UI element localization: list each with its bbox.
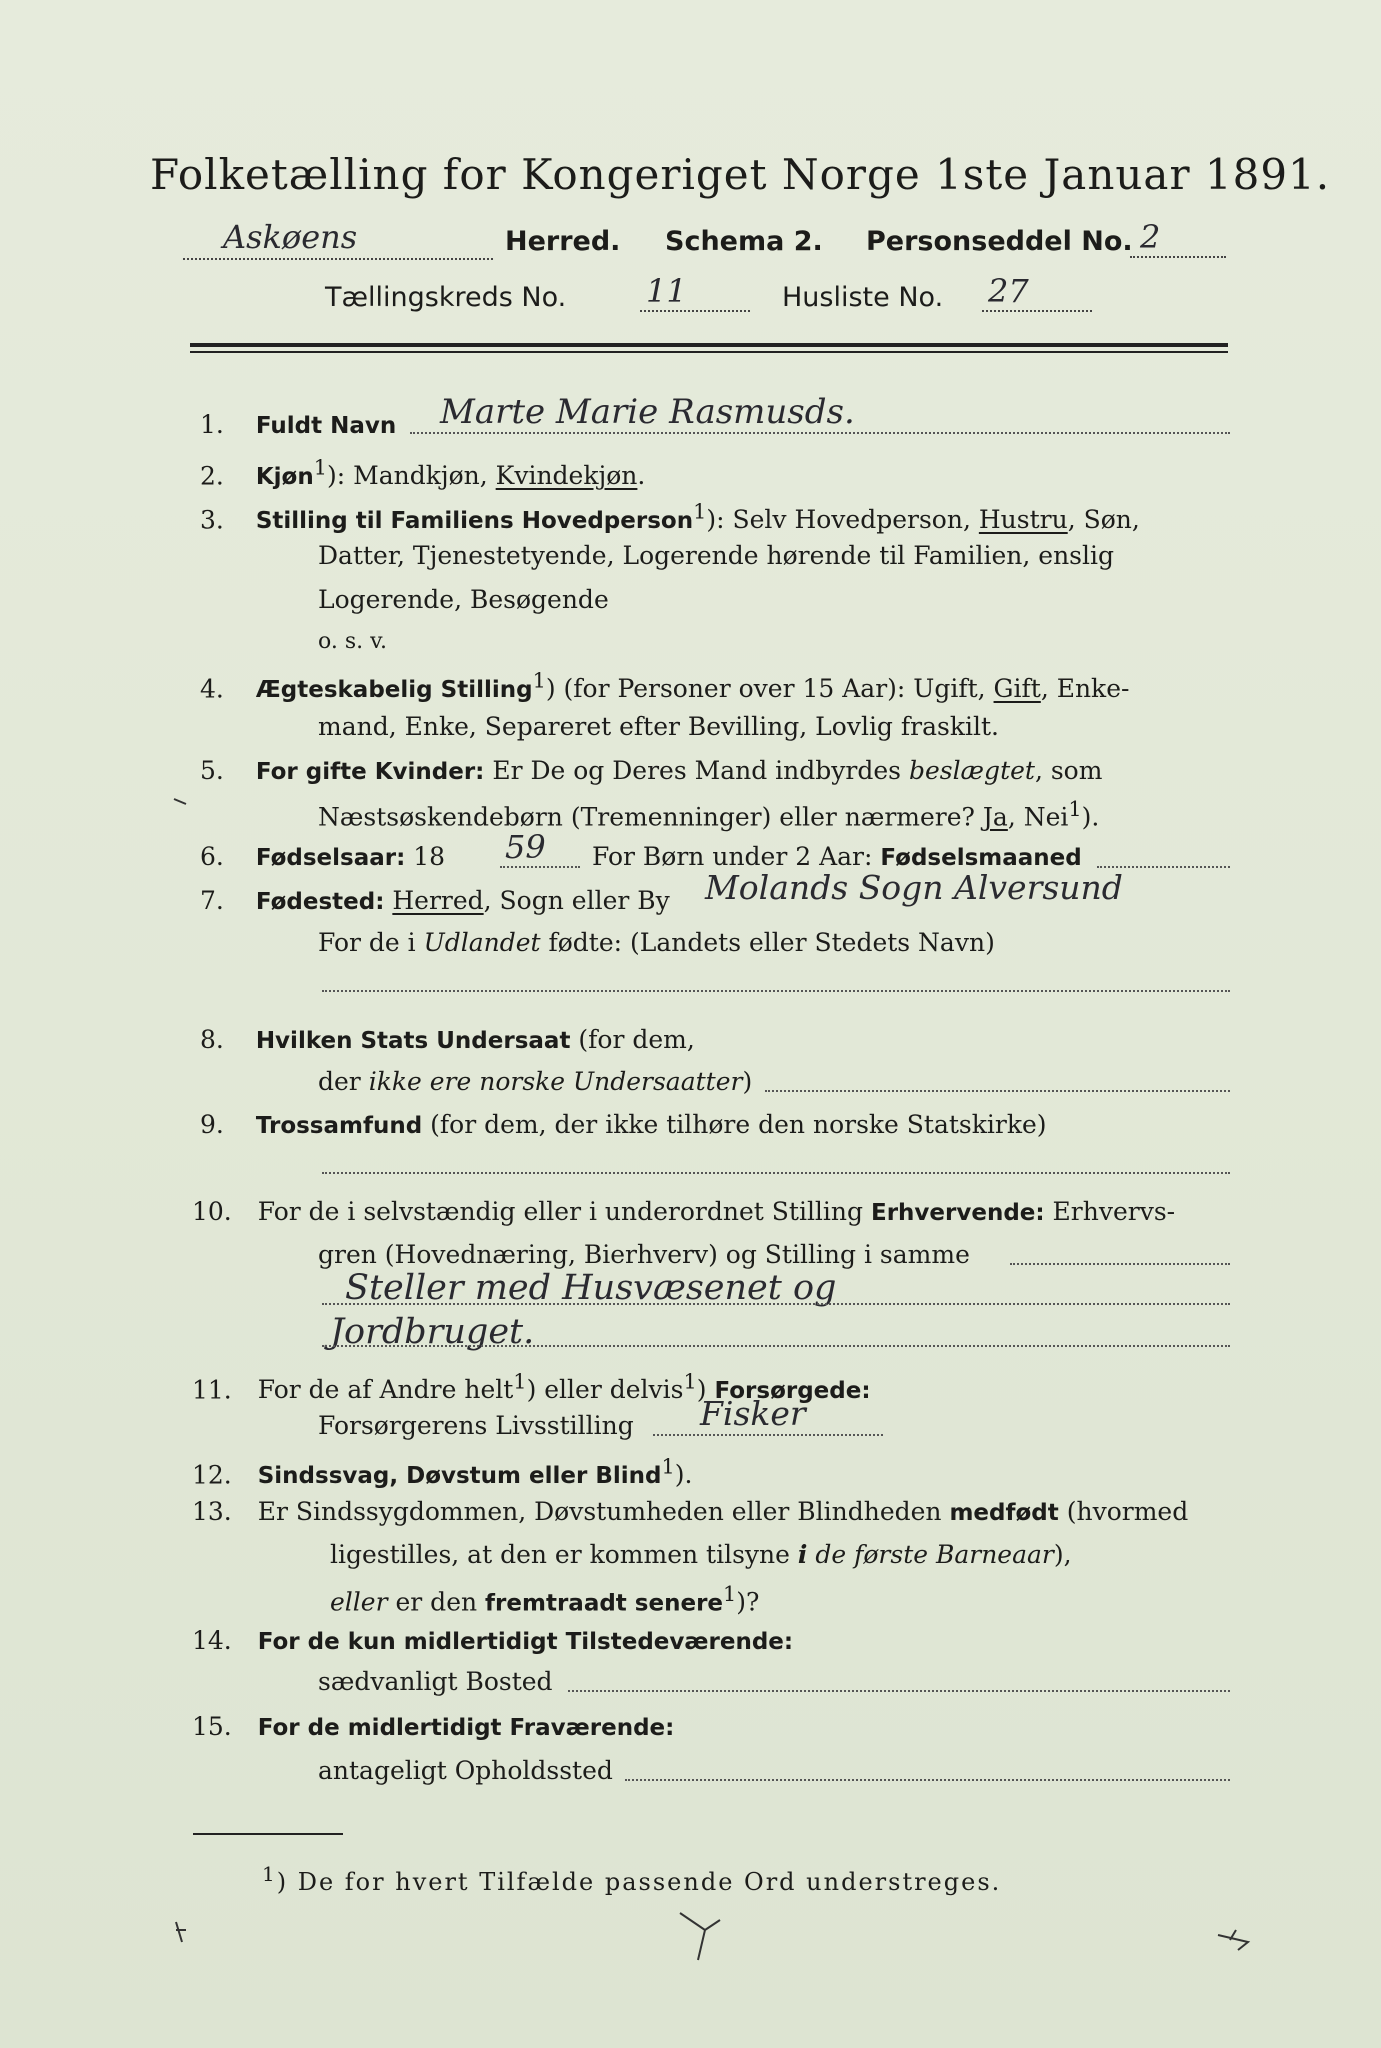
field-5-line-2: Næstsøskendebørn (Tremenninger) eller nærmere? Ja, Nei$^1$). xyxy=(318,797,1100,832)
field-7-selected: Herred xyxy=(392,886,484,915)
personseddel-label: Personseddel No. xyxy=(866,226,1133,257)
field-14: 14. For de kun midlertidigt Tilstedeværende: xyxy=(192,1626,794,1655)
field-8: 8. Hvilken Stats Undersaat (for dem, xyxy=(200,1025,695,1054)
schema-label: Schema 2. xyxy=(665,226,823,257)
field-1-value: Marte Marie Rasmusds. xyxy=(440,392,855,432)
field-11-line-2: Forsørgerens Livsstilling xyxy=(318,1411,634,1440)
field-7-line-2: For de i Udlandet fødte: (Landets eller Stedets Navn) xyxy=(318,928,995,957)
kreds-label: Tællingskreds No. xyxy=(325,282,567,313)
field-7: 7. Fødested: Herred, Sogn eller By xyxy=(200,886,670,915)
field-3: 3. Stilling til Familiens Hovedperson$^1$): Selv Hovedperson, Hustru, Søn, xyxy=(200,500,1140,535)
husliste-value: 27 xyxy=(988,272,1029,310)
field-10-line-2: gren (Hovednæring, Bierhverv) og Stilling i samme xyxy=(318,1240,970,1269)
field-12: 12. Sindssvag, Døvstum eller Blind$^1$). xyxy=(192,1455,693,1490)
kreds-value: 11 xyxy=(646,272,687,310)
field-11-value: Fisker xyxy=(700,1394,806,1433)
field-3-line-2: Datter, Tjenestetyende, Logerende hørende til Familien, enslig xyxy=(318,541,1115,570)
field-8-line-2: der ikke ere norske Undersaatter) xyxy=(318,1067,753,1096)
field-15: 15. For de midlertidigt Fraværende: xyxy=(192,1712,675,1741)
field-13: 13. Er Sindssygdommen, Døvstumheden eller Blindheden medfødt (hvormed xyxy=(192,1497,1189,1526)
field-6-value: 59 xyxy=(505,828,546,866)
field-10-value-2: Jordbruget. xyxy=(330,1312,535,1352)
field-11: 11. For de af Andre helt$^1$) eller delvis$^1$) Forsørgede: xyxy=(192,1370,871,1405)
herred-label: Herred. xyxy=(505,226,621,257)
field-3-line-4: o. s. v. xyxy=(318,629,387,654)
field-14-line-2: sædvanligt Bosted xyxy=(318,1667,553,1696)
field-10: 10. For de i selvstændig eller i underordnet Stilling Erhvervende: Erhvervs- xyxy=(192,1197,1176,1226)
field-13-line-3: eller er den fremtraadt senere$^1$)? xyxy=(330,1582,760,1617)
personseddel-value: 2 xyxy=(1140,218,1161,256)
field-2: 2. Kjøn$^1$): Mandkjøn, Kvindekjøn. xyxy=(200,456,646,491)
field-3-selected: Hustru xyxy=(978,505,1068,535)
field-10-value-1: Steller med Husvæsenet og xyxy=(345,1268,837,1308)
field-4-line-2: mand, Enke, Separeret efter Bevilling, Lovlig fraskilt. xyxy=(318,712,999,741)
field-7-value: Molands Sogn Alversund xyxy=(705,868,1123,907)
field-4-selected: Gift xyxy=(993,674,1041,704)
field-2-selected: Kvindekjøn xyxy=(495,461,638,491)
husliste-label: Husliste No. xyxy=(782,282,944,313)
footnote: $^1$) De for hvert Tilfælde passende Ord understreges. xyxy=(262,1862,1002,1896)
form-title: Folketælling for Kongeriget Norge 1ste Januar 1891. xyxy=(150,150,1331,199)
herred-value: Askøens xyxy=(223,218,358,256)
field-13-line-2: ligestilles, at den er kommen tilsyne i de første Barneaar), xyxy=(330,1540,1072,1569)
field-3-line-3: Logerende, Besøgende xyxy=(318,585,609,614)
field-6: 6. Fødselsaar: 18 xyxy=(200,842,446,871)
field-5: 5. For gifte Kvinder: Er De og Deres Mand indbyrdes beslægtet, som xyxy=(200,756,1103,785)
field-15-line-2: antageligt Opholdssted xyxy=(318,1756,613,1785)
field-6-part-2: For Børn under 2 Aar: Fødselsmaaned xyxy=(592,842,1082,871)
field-4: 4. Ægteskabelig Stilling$^1$) (for Personer over 15 Aar): Ugift, Gift, Enke- xyxy=(200,669,1130,704)
field-1-label: Fuldt Navn xyxy=(255,413,397,439)
field-9: 9. Trossamfund (for dem, der ikke tilhøre den norske Statskirke) xyxy=(200,1110,1047,1139)
field-5-selected: Ja xyxy=(982,802,1008,832)
field-1: 1. Fuldt Navn xyxy=(200,410,397,439)
